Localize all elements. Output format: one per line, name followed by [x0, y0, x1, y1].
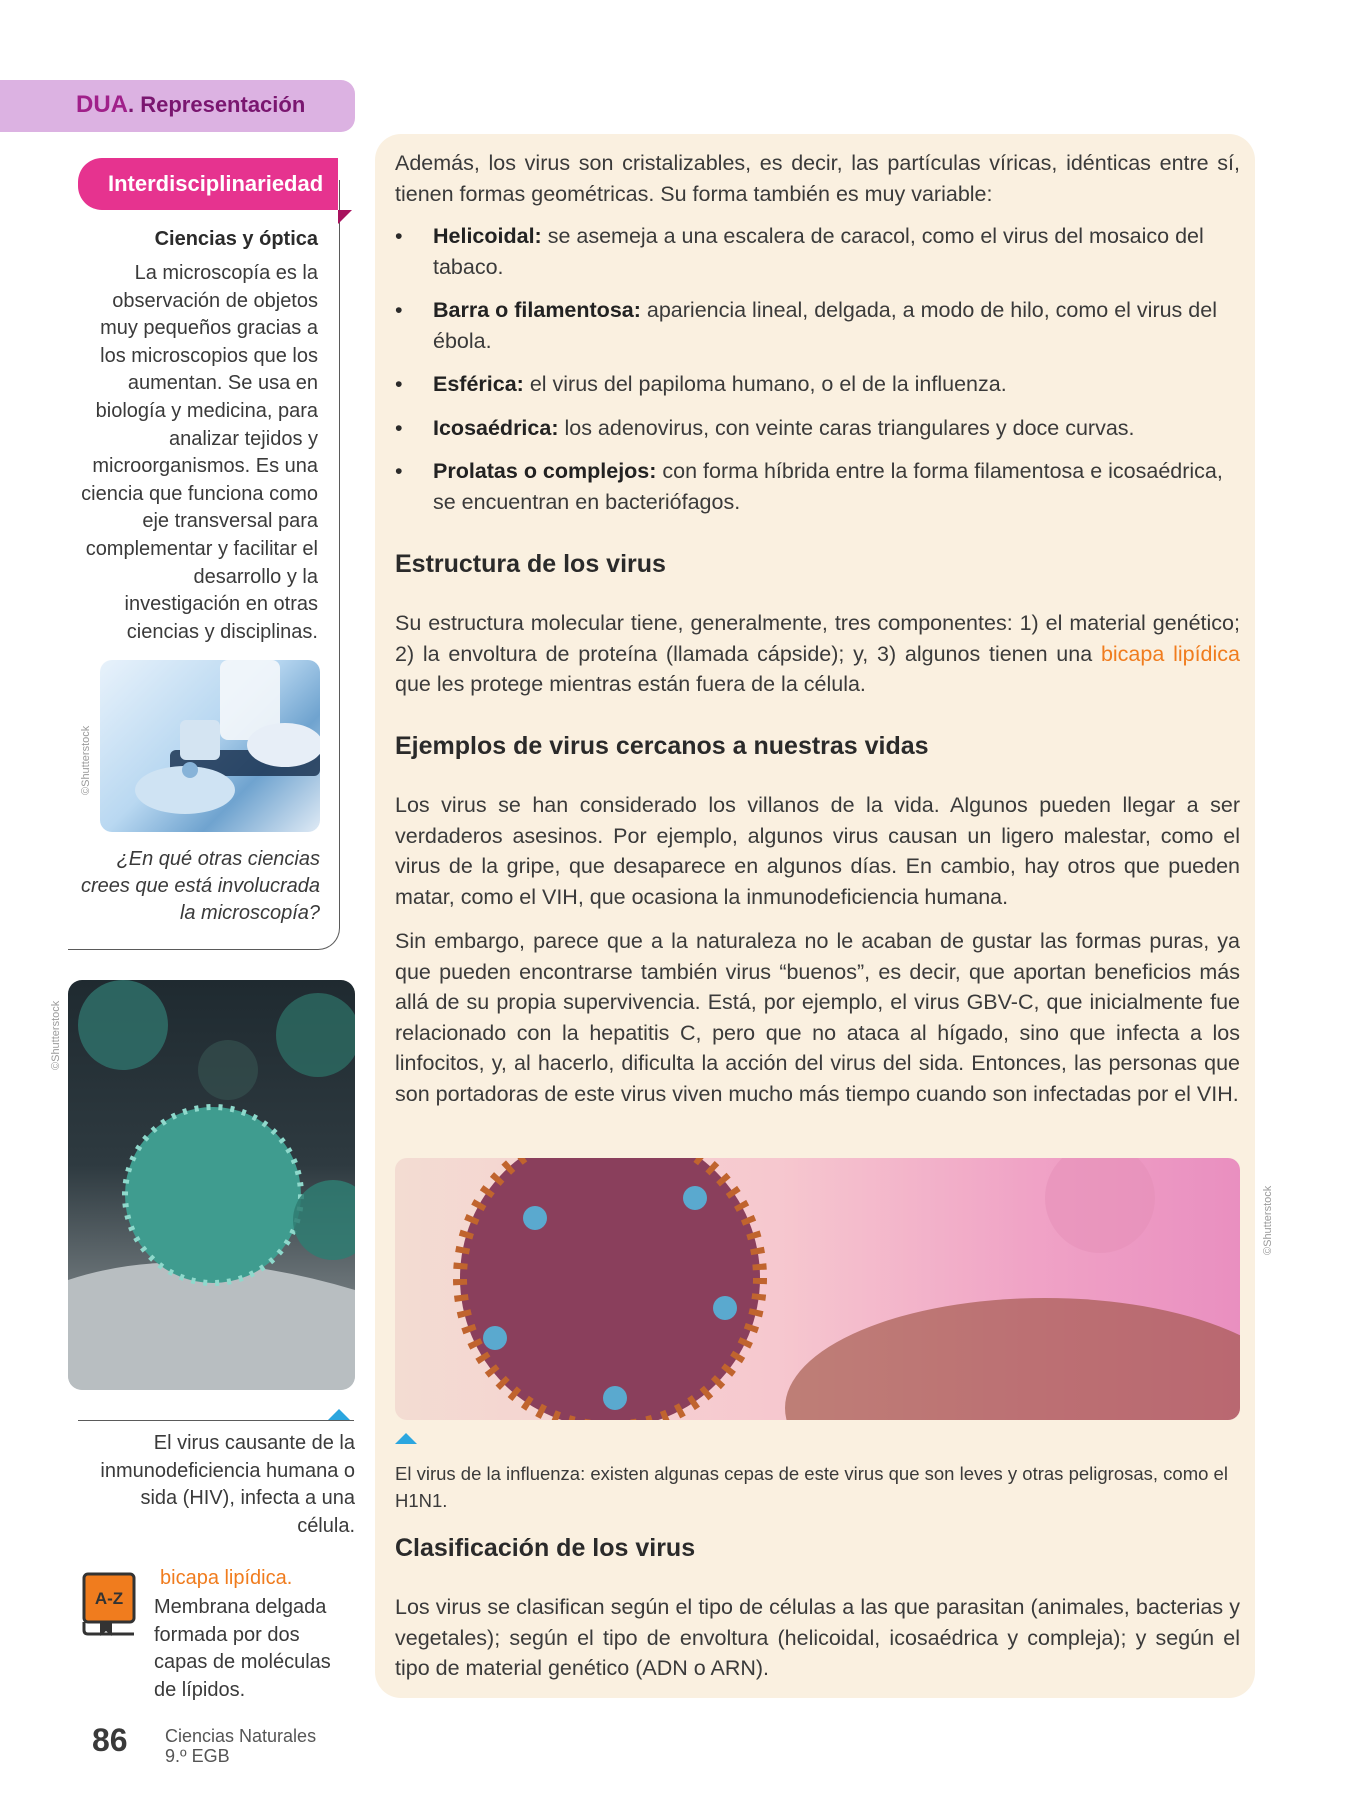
caption-marker-icon: [328, 1409, 350, 1420]
hiv-caption: El virus causante de la inmunodeficiencia humana o sida (HIV), infecta a una célula.: [100, 1432, 355, 1537]
glossary-link[interactable]: bicapa lipídica: [1100, 641, 1240, 666]
glossary-definition: Membrana delgada formada por dos capas de moléculas de lípidos.: [154, 1596, 331, 1701]
list-item-text: el virus del papiloma humano, o el de la influenza.: [523, 372, 1007, 396]
ejemplos-paragraph-2: Sin embargo, parece que a la naturaleza no le acaban de gustar las formas puras, ya que pueden encontrarse también virus “buenos”, es decir, que aportan beneficios más allá de su propia supervivencia. Está, por ejemplo, el virus GBV-C, que inicialmente fue relacionado con la hepatitis C, pero que no ataca al hígado, sino que infecta a los linfocitos, y, al hacerlo, dificulta la acción del virus del sida. Entonces, las personas que son portadoras de este virus viven mucho más tiempo cuando son infectadas por el VIH.: [395, 929, 1240, 1106]
dua-subtitle: . Representación: [128, 92, 306, 117]
flu-image-credit: ©Shutterstock: [1262, 1185, 1274, 1255]
clasificacion-paragraph: Los virus se clasifican según el tipo de células a las que parasitan (animales, bacterias y vegetales); según el tipo de envoltura (helicoidal, icosaédrica y compleja); y según el tipo de material genético (ADN o ARN).: [395, 1595, 1240, 1680]
heading-estructura: Estructura de los virus: [395, 550, 666, 578]
sidebar-title: Ciencias y óptica: [154, 228, 318, 250]
list-item: [395, 369, 1240, 400]
list-item-text: apariencia lineal, delgada, a modo de hilo, como el virus del ébola.: [433, 298, 1217, 353]
book-title: [165, 1726, 316, 1766]
estructura-text-post: que les protege mientras están fuera de la célula.: [395, 672, 866, 696]
page-number: 86: [92, 1722, 128, 1758]
microscope-image: [100, 660, 320, 832]
heading-clasificacion: Clasificación de los virus: [395, 1534, 696, 1562]
list-item-term: Esférica:: [433, 372, 524, 396]
caption-rule: [78, 1420, 354, 1421]
dua-bold: DUA: [76, 91, 128, 118]
list-item: [395, 295, 1240, 356]
glossary-term: bicapa lipídica.: [160, 1567, 293, 1589]
estructura-text-pre: Su estructura molecular tiene, generalmente, tres componentes: 1) el material genético; 2) la envoltura de proteína (llamada cápside); y, 3) algunos tienen una: [395, 611, 1240, 666]
list-item: [395, 221, 1240, 282]
list-item-term: Icosaédrica:: [433, 415, 559, 440]
list-item: [395, 456, 1240, 517]
book-grade: 9.º EGB: [165, 1746, 230, 1766]
sidebar-body: La microscopía es la observación de objetos muy pequeños gracias a los microscopios que los aumentan. Se usa en biología y medicina, para analizar tejidos y microorganismos. Es una ciencia que funciona como eje transversal para complementar y facilitar el desarrollo y la investigación en otras ciencias y disciplinas.: [81, 262, 318, 643]
ejemplos-paragraph-1: Los virus se han considerado los villanos de la vida. Algunos pueden llegar a ser verdaderos asesinos. Por ejemplo, algunos virus causan un ligero malestar, como el virus de la gripe, que desaparece en algunos días. En cambio, hay otros que pueden matar, como el VIH, que ocasiona la inmunodeficiencia humana.: [395, 793, 1240, 909]
list-item-text: se asemeja a una escalera de caracol, como el virus del mosaico del tabaco.: [433, 224, 1204, 279]
hiv-virus-image: [68, 980, 355, 1390]
sidebar-question: ¿En qué otras ciencias crees que está involucrada la microscopía?: [80, 848, 320, 924]
list-item-text: los adenovirus, con veinte caras triangulares y doce curvas.: [558, 415, 1135, 440]
glossary-icon-text: A-Z: [94, 1589, 124, 1608]
virus-shapes-list: [395, 221, 1240, 530]
heading-ejemplos: Ejemplos de virus cercanos a nuestras vidas: [395, 732, 929, 760]
influenza-caption: El virus de la influenza: existen algunas cepas de este virus que son leves y otras peligrosas, como el H1N1.: [395, 1463, 1228, 1511]
book-subject: Ciencias Naturales: [165, 1726, 317, 1746]
label-fold: [338, 210, 352, 224]
list-item-term: Barra o filamentosa:: [433, 298, 641, 322]
glossary-book-icon: [80, 1572, 138, 1636]
intro-paragraph: Además, los virus son cristalizables, es decir, las partículas víricas, idénticas entre sí, tienen formas geométricas. Su forma también es muy variable:: [395, 151, 1240, 206]
interdisciplinary-label: Interdisciplinariedad: [78, 158, 338, 210]
list-item-text: con forma híbrida entre la forma filamentosa e icosaédrica, se encuentran en bacteriófagos.: [433, 459, 1223, 514]
list-item-term: Helicoidal:: [433, 224, 542, 248]
influenza-virus-image: [395, 1158, 1240, 1420]
estructura-paragraph: [395, 608, 1240, 700]
list-item: [395, 413, 1240, 444]
image-credit: ©Shutterstock: [80, 725, 92, 795]
hiv-image-credit: ©Shutterstock: [50, 1000, 62, 1070]
list-item-term: Prolatas o complejos:: [433, 459, 657, 483]
caption-marker-icon: [395, 1433, 417, 1444]
dua-header-title: [76, 91, 305, 119]
